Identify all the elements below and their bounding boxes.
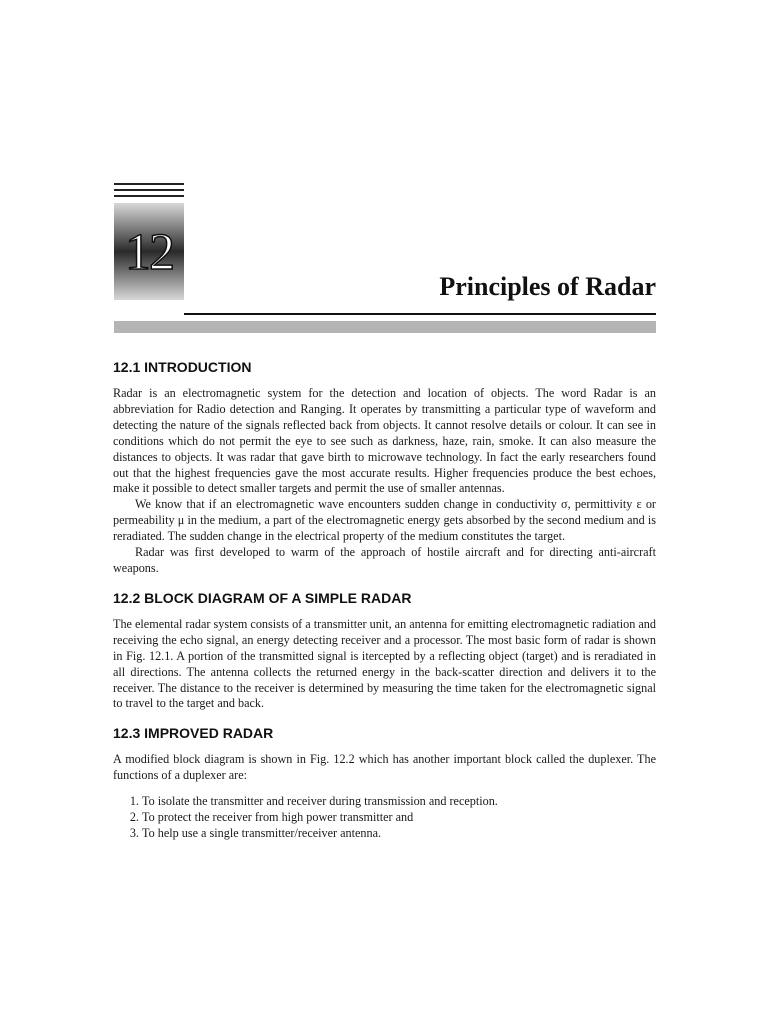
chapter-title: Principles of Radar: [439, 272, 656, 301]
paragraph: The elemental radar system consists of a transmitter unit, an antenna for emitting electromagnetic radiation and receiving the echo signal, an energy detecting receiver and a processor. The most basic form of radar is shown in Fig. 12.1. A portion of the transmitted signal is itercepted by a reflecting object (target) and is reradiated in all directions. The antenna collects the returned energy in the back-scatter direction and delivers it to the receiver. The distance to the receiver is determined by measuring the time taken for the electromagnetic signal to travel to the target and back.: [113, 616, 656, 711]
section-introduction: [113, 358, 656, 577]
chapter-number-block: [114, 183, 184, 300]
list-item: 2. To protect the receiver from high power transmitter and: [142, 810, 656, 826]
chapter-number: 12: [125, 224, 173, 281]
list-item: 1. To isolate the transmitter and receiver during transmission and reception.: [142, 794, 656, 810]
section-improved-radar: [113, 724, 656, 842]
paragraph: We know that if an electromagnetic wave encounters sudden change in conductivity σ, permittivity ε or permeability μ in the medium, a part of the electromagnetic energy gets absorbed by the second medium and is reradiated. The sudden change in the electrical property of the medium constitutes the target.: [113, 497, 656, 544]
paragraph: Radar is an electromagnetic system for the detection and location of objects. The word Radar is an abbreviation for Radio detection and Ranging. It operates by transmitting a particular type of waveform and detecting the nature of the signals reflected back from objects. It cannot resolve details or colour. It can see in conditions which do not permit the eye to see such as darkness, haze, rain, smoke. It can also measure the distances to objects. It was radar that gave birth to microwave technology. In fact the early researchers found out that the highest frequencies gave the most accurate results. Higher frequencies produce the best echoes, make it possible to detect smaller targets and permit the use of smaller antennas.: [113, 386, 656, 496]
list-item: 3. To help use a single transmitter/receiver antenna.: [142, 826, 656, 842]
decorative-rule: [114, 189, 184, 191]
section-block-diagram: [113, 589, 656, 712]
paragraph: A modified block diagram is shown in Fig. 12.2 which has another important block called the duplexer. The functions of a duplexer are:: [113, 752, 656, 783]
decorative-rule: [114, 195, 184, 197]
decorative-rule: [114, 183, 184, 185]
title-bar: [114, 321, 656, 333]
duplexer-functions-list: [113, 794, 656, 842]
page-content: [113, 358, 656, 854]
section-heading: 12.3 IMPROVED RADAR: [113, 725, 274, 742]
title-underline: [184, 313, 656, 315]
paragraph: Radar was first developed to warm of the approach of hostile aircraft and for directing anti-aircraft weapons.: [113, 545, 656, 575]
section-heading: 12.1 INTRODUCTION: [113, 359, 252, 375]
section-heading: 12.2 BLOCK DIAGRAM OF A SIMPLE RADAR: [113, 589, 412, 606]
